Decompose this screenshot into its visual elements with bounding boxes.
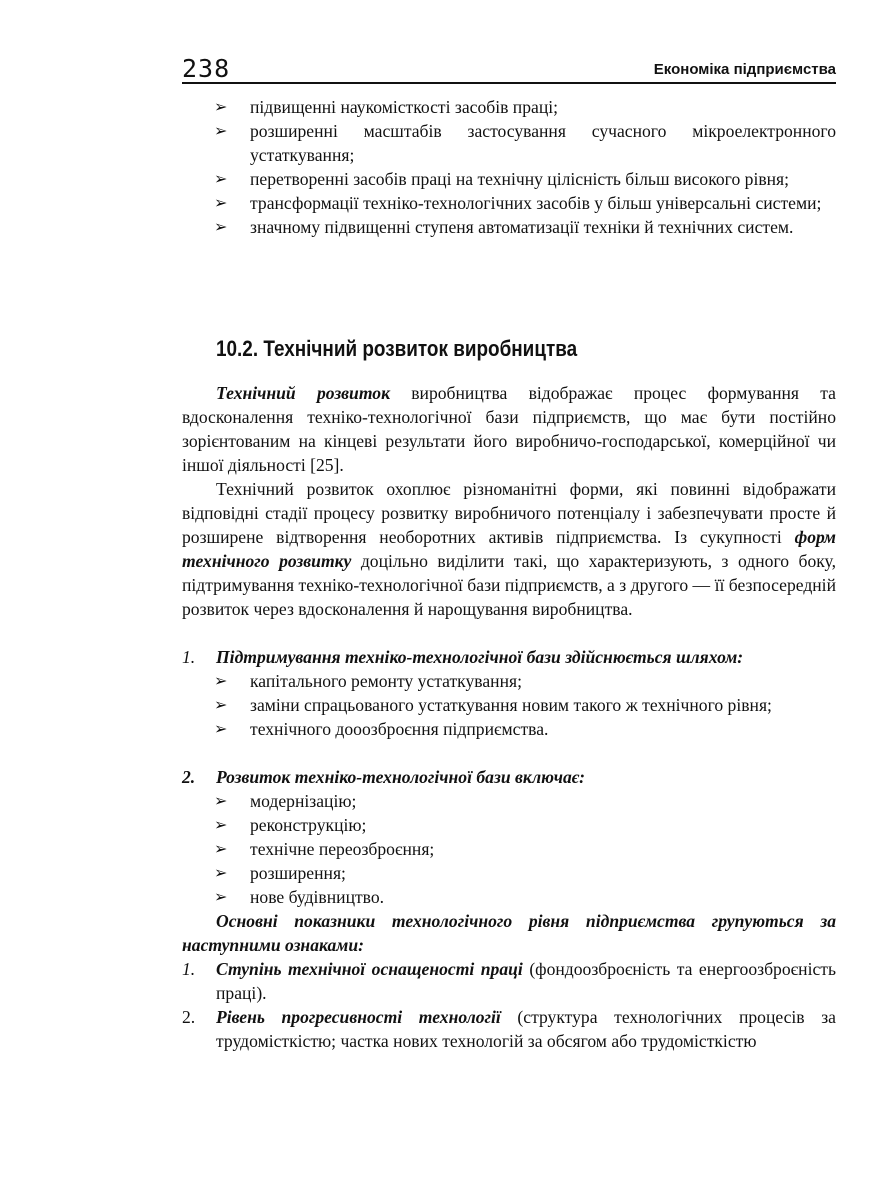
indicator-item: 2. Рівень прогресивності технології (структура технологічних процесів за трудомісткістю; частка нових технологій за обсягом або трудомісткістю <box>182 1007 836 1051</box>
arrow-bullet-icon: ➢ <box>214 217 228 236</box>
page-header <box>182 54 836 84</box>
indicator-item: 1. Ступінь технічної оснащеності праці (фондоозброєність та енергоозброєність праці). <box>182 959 836 1003</box>
numbered-heading-development: 2. Розвиток техніко-технологічної бази включає: <box>182 767 585 787</box>
arrow-bullet-icon: ➢ <box>214 719 228 738</box>
indicators-lead: Основні показники технологічного рівня підприємства групуються за наступними ознаками: <box>182 911 836 955</box>
list-item: ➢ реконструкцію; <box>214 815 367 835</box>
page-number: 238 <box>182 54 231 83</box>
arrow-bullet-icon: ➢ <box>214 791 228 810</box>
arrow-bullet-icon: ➢ <box>214 887 228 906</box>
development-list <box>0 789 894 909</box>
list-item: ➢ значному підвищенні ступеня автоматизації техніки й технічних систем. <box>214 217 794 237</box>
list-item: ➢ трансформації техніко-технологічних засобів у більш універсальні системи; <box>214 193 822 213</box>
section-heading: 10.2. Технічний розвиток виробництва <box>216 336 578 361</box>
numbered-heading-maintenance: 1. Підтримування техніко-технологічної бази здійснюється шляхом: <box>182 647 744 667</box>
arrow-bullet-icon: ➢ <box>214 169 228 188</box>
list-item: ➢ технічного дооозброєння підприємства. <box>214 719 549 739</box>
list-item: ➢ модернізацію; <box>214 791 357 811</box>
paragraph-forms: Технічний розвиток охоплює різноманітні форми, які повинні відображати відповідні стадії процесу розвитку виробничого потенціалу і забезпечувати просте й розширене відтворення необоротних активів підприємства. Із сукупності форм технічного розвитку доцільно виділити такі, що характеризують, з одного боку, підтримування техніко-технологічної бази підприємств, а з другого — її безпосередній розвиток через вдосконалення й нарощування виробництва. <box>182 479 836 619</box>
list-item: ➢ розширенні масштабів застосування сучасного мікроелектронного устаткування; <box>214 121 836 165</box>
paragraph-technical-development: Технічний розвиток виробництва відображає процес формування та вдосконалення техніко-технологічної бази підприємств, що має бути постійно зорієнтованим на кінцеві результати його виробничо-господарської, комерційної чи іншої діяльності [25]. <box>182 383 836 475</box>
list-item: ➢ розширення; <box>214 863 346 883</box>
arrow-bullet-icon: ➢ <box>214 863 228 882</box>
arrow-bullet-icon: ➢ <box>214 815 228 834</box>
list-item: ➢ капітального ремонту устаткування; <box>214 671 522 691</box>
running-title: Економіка підприємства <box>653 61 836 78</box>
arrow-bullet-icon: ➢ <box>214 121 228 140</box>
list-item: ➢ перетворенні засобів праці на технічну цілісність більш високого рівня; <box>214 169 790 189</box>
list-item: ➢ нове будівництво. <box>214 887 385 907</box>
list-item: ➢ технічне переозброєння; <box>214 839 435 859</box>
list-item: ➢ підвищенні наукомісткості засобів праці; <box>214 97 559 117</box>
list-item: ➢ заміни спрацьованого устаткування новим такого ж технічного рівня; <box>214 695 772 715</box>
arrow-bullet-icon: ➢ <box>214 671 228 690</box>
arrow-bullet-icon: ➢ <box>214 839 228 858</box>
arrow-bullet-icon: ➢ <box>214 695 228 714</box>
arrow-bullet-icon: ➢ <box>214 193 228 212</box>
maintenance-list <box>0 669 894 741</box>
arrow-bullet-icon: ➢ <box>214 97 228 116</box>
top-bullet-list <box>0 95 894 239</box>
